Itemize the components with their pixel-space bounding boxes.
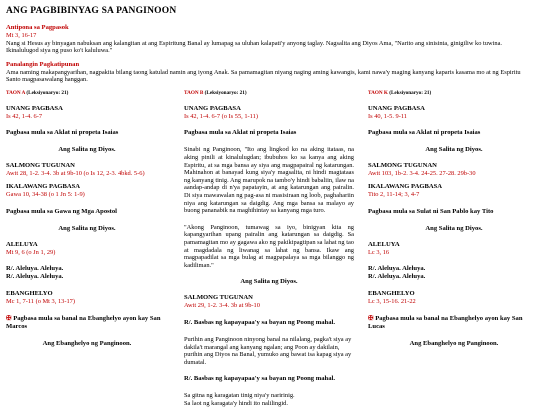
- ikalawang-pagbasa-heading: IKALAWANG PAGBASA: [6, 183, 81, 191]
- tag-taon-a: [6, 90, 168, 96]
- panalangin-section: [6, 61, 534, 84]
- unang-pagbasa-ref: Is 42, 1-4. 6-7 (o Is 55, 1-11): [184, 112, 258, 120]
- salita-ng-diyos-2: Ang Salita ng Diyos.: [58, 224, 116, 232]
- ikalawang-pagbasa-heading: IKALAWANG PAGBASA: [368, 183, 443, 191]
- ikalawang-pagbasa-intro: Pagbasa mula sa Sulat ni San Pablo kay Tito: [368, 207, 494, 215]
- psalm-verse-2b: Sa laot ng karagata'y hindi ito nalilingid.: [184, 399, 288, 407]
- aleluya-ref: Lc 3, 16: [368, 248, 390, 256]
- cross-icon: ✠: [6, 314, 12, 322]
- panalangin-heading: Panalangin Pagkatipunan: [6, 60, 80, 68]
- reading-paragraph-1: Sinabi ng Panginoon, "Ito ang lingkod ko na aking itataas, na aking pinili at kinalulugdan; ibubuhos ko sa kanya ang aking Espiritu, at sa mga bansa ay siya ang magpapairal ng katarungan. Mahinahon at banayad kung siya'y magsalita, ni hindi magtataas ng kanyang tinig. Ang marupok na tambo'y hindi babaliin, ilaw na aandap-andap di n'ya papatayin, at ang katarungan ang pairalin. Di siya mawawalan ng pag-asa ni masisiraan ng loob, paghahariin niya ang katarungan sa daigdig. Ang mga bansa sa malayo ay buong pananabik na maghihintay sa kanyang mga turo.: [184, 146, 354, 215]
- tag-suffix: (Leksiyonaryo: 21): [389, 89, 432, 96]
- column-taon-k: [368, 90, 540, 347]
- salita-ng-diyos: Ang Salita ng Diyos.: [425, 146, 483, 154]
- reading-paragraph-2: "Akong Panginoon, tumawag sa iyo, binigyan kita ng kapangyarihan upang pairalin ang katarungan sa daigdig. Sa pamamagitan mo ay gagawa ako ng pakikipagtipan sa lahat ng tao at magdadala ng liwanag sa lahat ng bansa. Ikaw ang magpapadilat sa mga bulag at magpapalaya sa mga bilanggo ng kadiliman.": [184, 223, 354, 269]
- ikalawang-pagbasa-ref: Tito 2, 11-14; 3, 4-7: [368, 191, 420, 199]
- ebanghelyo-intro-text: Pagbasa mula sa banal na Ebanghelyo ayon kay San Marcos: [6, 314, 161, 330]
- ebanghelyo-heading: EBANGHELYO: [6, 290, 53, 298]
- aleluya-ref: Mt 9, 6 (o Jn 1, 29): [6, 248, 56, 256]
- ebanghelyo-heading: EBANGHELYO: [368, 290, 415, 298]
- tag-prefix: TAON A: [6, 89, 26, 96]
- column-taon-b: [184, 90, 354, 408]
- unang-pagbasa-intro: Pagbasa mula sa Aklat ni propeta Isaias: [184, 129, 297, 137]
- psalm-response-1: R/. Basbas ng kapayapaa'y sa bayan ng Poong mahal.: [184, 318, 335, 326]
- salmong-tugunan-ref: Awit 28, 1-2. 3-4. 3b at 9b-10 (o Is 12, 2-3. 4bkd. 5-6): [6, 170, 145, 178]
- aleluya-response-2: R/. Aleluya. Aleluya.: [368, 273, 426, 281]
- salita-ng-diyos: Ang Salita ng Diyos.: [240, 278, 298, 286]
- aleluya-heading: ALELUYA: [6, 240, 38, 248]
- salmong-tugunan-heading: SALMONG TUGUNAN: [184, 294, 253, 302]
- ikalawang-pagbasa-ref: Gawa 10, 34-38 (o 1 Jn 5: 1-9): [6, 191, 85, 199]
- tag-suffix: (Leksiyonaryo: 21): [204, 89, 247, 96]
- salita-ng-diyos: Ang Salita ng Diyos.: [58, 146, 116, 154]
- antipona-section: [6, 24, 534, 55]
- ebanghelyo-intro: [368, 315, 540, 331]
- ebanghelyo-ref: Mc 1, 7-11 (o Mt 3, 13-17): [6, 298, 75, 306]
- ebanghelyo-ref: Lc 3, 15-16. 21-22: [368, 298, 416, 306]
- aleluya-response-1: R/. Aleluya. Aleluya.: [6, 265, 64, 273]
- aleluya-response-2: R/. Aleluya. Aleluya.: [6, 273, 64, 281]
- ikalawang-pagbasa-intro: Pagbasa mula sa Gawa ng Mga Apostol: [6, 207, 118, 215]
- ebanghelyo-close: Ang Ebanghelyo ng Panginoon.: [42, 339, 132, 347]
- salmong-tugunan-heading: SALMONG TUGUNAN: [6, 162, 75, 170]
- ebanghelyo-intro-text: Pagbasa mula sa banal na Ebanghelyo ayon kay San Lucas: [368, 314, 523, 330]
- unang-pagbasa-ref: Is 40, 1-5. 9-11: [368, 112, 407, 120]
- aleluya-heading: ALELUYA: [368, 240, 400, 248]
- psalm-verse-1: Purihin ang Panginoon ninyong banal na nilalang, pagka't siya ay dakila't marangal ang kanyang ngalan; ang Poon ay dakilain, purihin ang Diyos na Banal, yumuko ang bawat isa kapag siya ay dumatal.: [184, 335, 352, 366]
- unang-pagbasa-heading: UNANG PAGBASA: [368, 104, 425, 112]
- psalm-response-2: R/. Basbas ng kapayapaa'y sa bayan ng Poong mahal.: [184, 375, 335, 383]
- unang-pagbasa-heading: UNANG PAGBASA: [184, 104, 241, 112]
- aleluya-response-1: R/. Aleluya. Aleluya.: [368, 265, 426, 273]
- column-taon-a: [6, 90, 168, 347]
- psalm-verse-2a: Sa gitna ng karagatan tinig niya'y naririnig.: [184, 392, 295, 400]
- antipona-ref: Mt 3, 16-17: [6, 32, 37, 39]
- tag-taon-k: [368, 90, 540, 96]
- ebanghelyo-close: Ang Ebanghelyo ng Panginoon.: [409, 339, 499, 347]
- unang-pagbasa-intro: Pagbasa mula sa Aklat ni propeta Isaias: [368, 129, 481, 137]
- antipona-heading: Antipona sa Pagpasok: [6, 24, 69, 31]
- tag-suffix: (Leksiyonaryo: 21): [26, 89, 69, 96]
- tag-prefix: TAON K: [368, 89, 388, 96]
- cross-icon: ✠: [368, 314, 374, 322]
- salmong-tugunan-ref: Awit 103, 1b-2. 3-4. 24-25. 27-28. 29b-30: [368, 170, 476, 178]
- salmong-tugunan-ref: Awit 29, 1-2. 3-4. 3b at 9b-10: [184, 302, 260, 310]
- readings-columns: [6, 90, 534, 410]
- unang-pagbasa-heading: UNANG PAGBASA: [6, 104, 63, 112]
- salmong-tugunan-heading: SALMONG TUGUNAN: [368, 162, 437, 170]
- unang-pagbasa-intro: Pagbasa mula sa Aklat ni propeta Isaias: [6, 129, 119, 137]
- salita-ng-diyos-2: Ang Salita ng Diyos.: [425, 224, 483, 232]
- tag-taon-b: [184, 90, 354, 96]
- tag-prefix: TAON B: [184, 89, 204, 96]
- page-title: ANG PAGBIBINYAG SA PANGINOON: [6, 6, 177, 16]
- antipona-text: Nang si Hesus ay binyagan nabuksan ang kalangitan at ang Espiritung Banal ay lumapag sa uluhan kalapati'y anyong taglay. Nagsalita ang Diyos Ama, "Narito ang sinisinta, ginigiliw ko tuwina. Ikinalulugod siya ng puso ko't kaluluwa.": [6, 39, 503, 55]
- ebanghelyo-intro: [6, 315, 168, 331]
- unang-pagbasa-ref: Is 42, 1-4. 6-7: [6, 112, 43, 120]
- panalangin-text: Ama naming makapangyarihan, nagpakita bilang taong katulad namin ang iyong Anak. Sa pamamagitan niyang naging aming kawangis, kami nawa'y maging kanyang kaparis kasama mo at ng Espiritu Santo magpasawalang hanggan.: [6, 68, 521, 84]
